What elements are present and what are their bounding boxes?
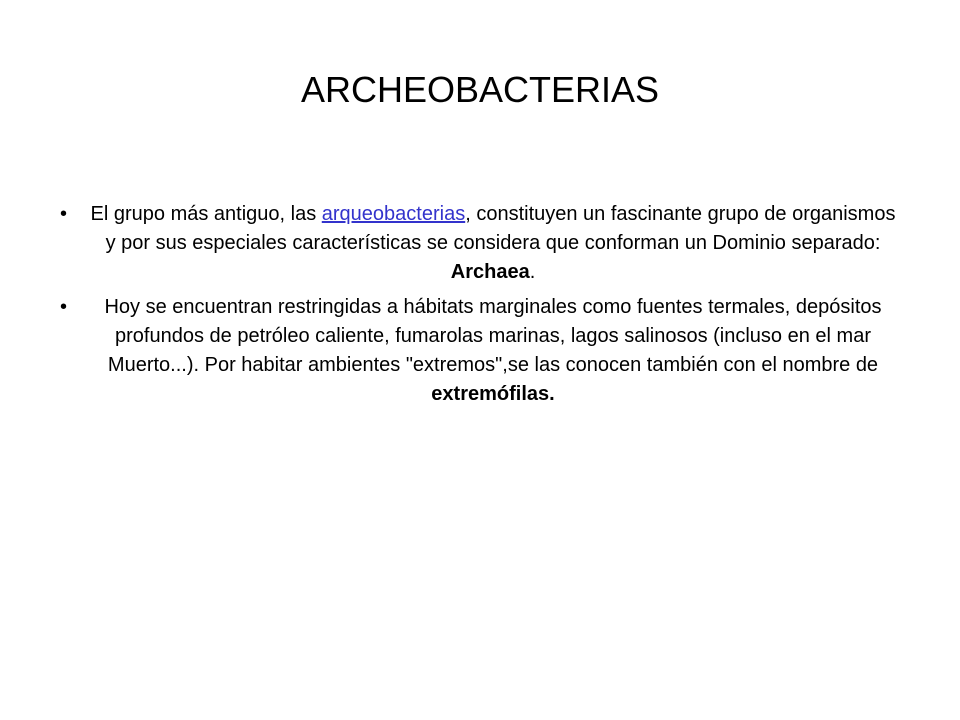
slide-title: ARCHEOBACTERIAS: [300, 69, 660, 110]
bullet-icon: •: [60, 203, 68, 225]
bullet-item-habitats: [60, 293, 900, 409]
bullet-list: [60, 200, 900, 415]
bullet-icon: •: [60, 296, 68, 318]
bullet-text: , constituyen un fascinante grupo de organismos y por sus especiales características se considera que conforman un Dominio separado:: [105, 203, 896, 254]
bullet-item-archaea: [60, 200, 900, 287]
bullet-text: Hoy se encuentran restringidas a hábitats marginales como fuentes termales, depósitos profundos de petróleo caliente, fumarolas marinas, lagos salinosos (incluso en el mar Muerto...). Por habitar ambientes "extremos",se las conocen también con el nombre de: [104, 296, 882, 376]
archaea-term: Archaea: [450, 261, 530, 283]
bullet-text: El grupo más antiguo, las: [90, 203, 322, 225]
extremofilas-term: extremófilas.: [431, 383, 555, 405]
bullet-text: .: [529, 261, 536, 283]
arqueobacterias-link[interactable]: arqueobacterias: [321, 203, 466, 225]
